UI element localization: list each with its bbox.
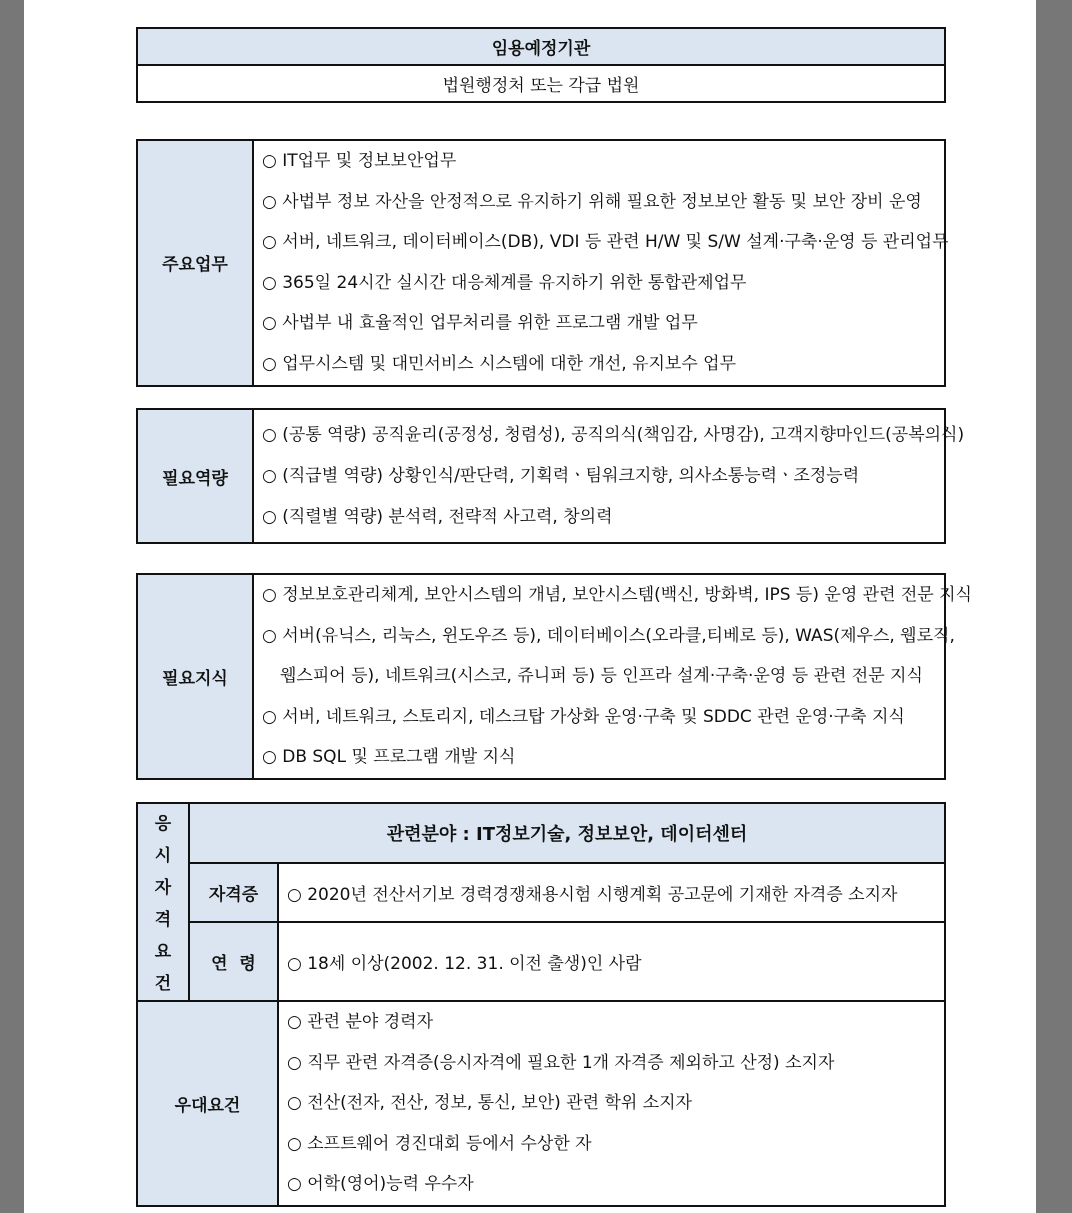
agency-value: 법원행정처 또는 각급 법원 (137, 65, 945, 102)
agency-table (136, 27, 946, 103)
duty-item: ○ 업무시스템 및 대민서비스 시스템에 대한 개선, 유지보수 업무 (262, 353, 737, 374)
preference-item: ○ 직무 관련 자격증(응시자격에 필요한 1개 자격증 제외하고 산정) 소지자 (287, 1052, 835, 1073)
eligibility-table (136, 802, 946, 1207)
eligibility-label: 응 시 자 격 요 건 (137, 803, 189, 1001)
duty-item: ○ 서버, 네트워크, 데이터베이스(DB), VDI 등 관련 H/W 및 S/W 설계·구축·운영 등 관리업무 (262, 232, 949, 253)
knowledge-list (253, 574, 972, 779)
duty-item: ○ 365일 24시간 실시간 대응체계를 유지하기 위한 통합관제업무 (262, 272, 747, 293)
competency-item: ○ (직급별 역량) 상황인식/판단력, 기획력ㆍ팀워크지향, 의사소통능력ㆍ조정능력 (262, 465, 860, 486)
cert-value: ○ 2020년 전산서기보 경력경쟁채용시험 시행계획 공고문에 기재한 자격증 소지자 (278, 863, 945, 923)
competency-list (253, 409, 965, 543)
knowledge-item: ○ 서버, 네트워크, 스토리지, 데스크탑 가상화 운영·구축 및 SDDC 관련 운영·구축 지식 (262, 706, 905, 727)
competency-label: 필요역량 (137, 409, 253, 543)
preference-item: ○ 소프트웨어 경진대회 등에서 수상한 자 (287, 1133, 592, 1154)
preference-item: ○ 관련 분야 경력자 (287, 1012, 433, 1032)
competency-table (136, 408, 965, 544)
preference-label: 우대요건 (137, 1001, 278, 1206)
age-label: 연 령 (189, 922, 278, 1001)
competency-item: ○ (직렬별 역량) 분석력, 전략적 사고력, 창의력 (262, 506, 613, 527)
preference-item: ○ 전산(전자, 전산, 정보, 통신, 보안) 관련 학위 소지자 (287, 1093, 692, 1114)
duty-item: ○ 사법부 정보 자산을 안정적으로 유지하기 위해 필요한 정보보안 활동 및 보안 장비 운영 (262, 191, 922, 212)
duty-item: ○ IT업무 및 정보보안업무 (262, 151, 457, 171)
knowledge-item: 웹스피어 등), 네트워크(시스코, 쥬니퍼 등) 등 인프라 설계·구축·운영 등 관련 전문 지식 (280, 666, 923, 687)
knowledge-item: ○ 정보보호관리체계, 보안시스템의 개념, 보안시스템(백신, 방화벽, IPS 등) 운영 관련 전문 지식 (262, 585, 972, 605)
knowledge-item: ○ DB SQL 및 프로그램 개발 지식 (262, 747, 516, 768)
knowledge-table (136, 573, 972, 780)
age-value: ○ 18세 이상(2002. 12. 31. 이전 출생)인 사람 (278, 922, 945, 1001)
duties-list (253, 140, 949, 386)
knowledge-item: ○ 서버(유닉스, 리눅스, 윈도우즈 등), 데이터베이스(오라클,티베로 등), WAS(제우스, 웹로직, (262, 625, 955, 646)
cert-label: 자격증 (189, 863, 278, 923)
field-header: 관련분야 : IT정보기술, 정보보안, 데이터센터 (189, 803, 945, 863)
competency-item: ○ (공통 역량) 공직윤리(공정성, 청렴성), 공직의식(책임감, 사명감), 고객지향마인드(공복의식) (262, 424, 965, 445)
preference-list (278, 1001, 945, 1206)
knowledge-label: 필요지식 (137, 574, 253, 779)
preference-item: ○ 어학(영어)능력 우수자 (287, 1174, 474, 1195)
document-page (24, 0, 1036, 1213)
duties-label: 주요업무 (137, 140, 253, 386)
agency-header: 임용예정기관 (137, 28, 945, 65)
duties-table (136, 139, 949, 387)
duty-item: ○ 사법부 내 효율적인 업무처리를 위한 프로그램 개발 업무 (262, 313, 698, 334)
